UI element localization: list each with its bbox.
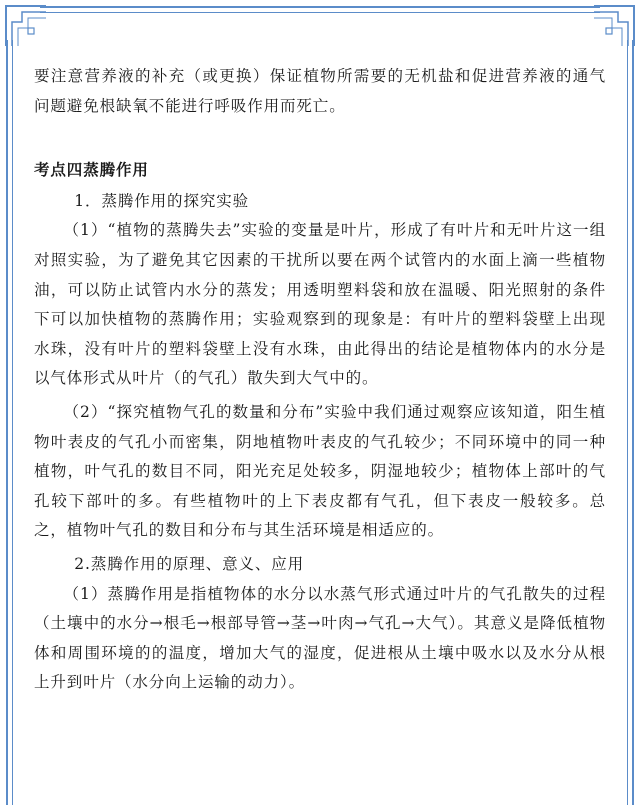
subheading-2: 2.蒸腾作用的原理、意义、应用	[74, 554, 305, 573]
paragraph-3: （1）蒸腾作用是指植物体的水分以水蒸气形式通过叶片的气孔散失的过程（土壤中的水分→根毛→根部导管→茎→叶肉→气孔→大气）。其意义是降低植物体和周围环境的的温度，增加大气的湿度，促进根从土壤中吸水以及水分从根上升到叶片（水分向上运输的动力）。	[34, 584, 606, 692]
paragraph-2: （2）“探究植物气孔的数量和分布”实验中我们通过观察应该知道，阳生植物叶表皮的气孔小而密集，阴地植物叶表皮的气孔较少；不同环境中的同一种植物，叶气孔的数目不同，阳光充足处较多，阴湿地较少；植物体上部叶的气孔较下部叶的多。有些植物叶的上下表皮都有气孔，但下表皮一般较多。总之，植物叶气孔的数目和分布与其生活环境是相适应的。	[34, 402, 606, 540]
corner-ornament-top-left	[0, 0, 46, 46]
border-left-outer	[6, 40, 8, 805]
border-top-inner	[40, 12, 600, 13]
intro-paragraph: 要注意营养液的补充（或更换）保证植物所需要的无机盐和促进营养液的通气问题避免根缺氧不能进行呼吸作用而死亡。	[34, 67, 606, 115]
section-heading: 考点四蒸腾作用	[34, 160, 149, 180]
border-left-inner	[12, 40, 13, 805]
document-body	[34, 58, 606, 698]
subheading-1: 1．蒸腾作用的探究实验	[74, 191, 250, 210]
paragraph-1: （1）“植物的蒸腾失去”实验的变量是叶片，形成了有叶片和无叶片这一组对照实验，为了避免其它因素的干扰所以要在两个试管内的水面上滴一些植物油，可以防止试管内水分的蒸发；用透明塑料袋和放在温暖、阳光照射的条件下可以加快植物的蒸腾作用；实验观察到的现象是：有叶片的塑料袋壁上出现水珠，没有叶片的塑料袋壁上没有水珠，由此得出的结论是植物体内的水分是以气体形式从叶片（的气孔）散失到大气中的。	[34, 221, 606, 388]
border-top-outer	[40, 6, 600, 8]
border-right-outer	[632, 40, 634, 805]
corner-ornament-top-right	[594, 0, 640, 46]
border-right-inner	[627, 40, 628, 805]
